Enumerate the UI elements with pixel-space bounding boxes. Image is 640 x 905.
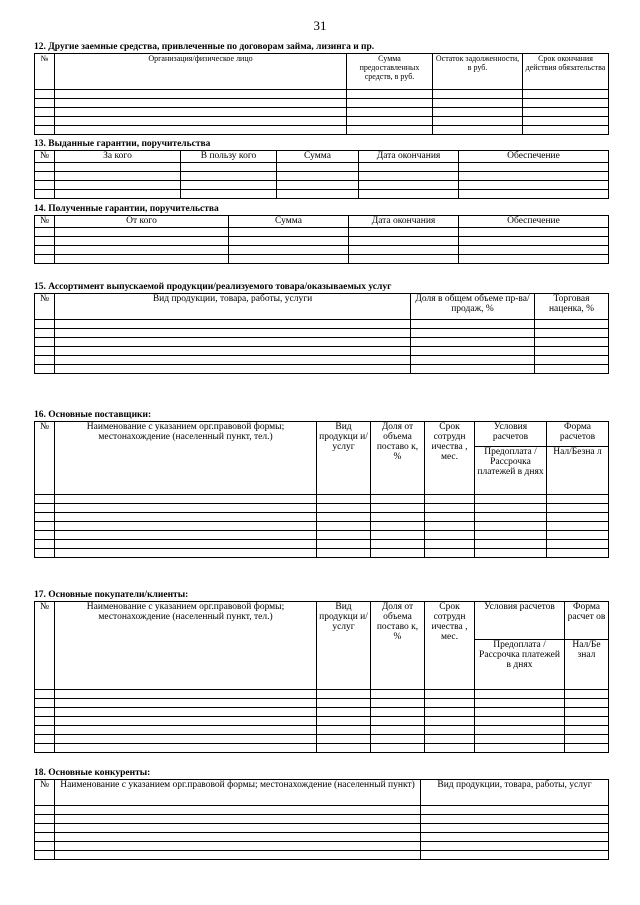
section-18-title: 18. Основные конкуренты: (34, 768, 151, 778)
suppliers-table (34, 421, 609, 558)
customers-table (34, 601, 609, 753)
col-number: № (35, 422, 55, 495)
col-payment-form: Форма расчет ов (565, 602, 609, 640)
table-row (35, 181, 609, 190)
table-row (35, 824, 609, 833)
assortment-table (34, 293, 609, 374)
table-row (35, 851, 609, 860)
received-guarantees-table (34, 215, 609, 264)
table-row (35, 726, 609, 735)
col-number: № (35, 294, 55, 320)
table-row (35, 255, 609, 264)
section-14-title: 14. Полученные гарантии, поручительства (34, 204, 219, 214)
col-collateral: Обеспечение (459, 151, 609, 163)
col-obligation-end: Срок окончания действия обязательства (523, 54, 609, 90)
col-prepayment-installment: Предоплата / Рассрочка платежей в днях (475, 640, 565, 690)
table-row (35, 815, 609, 824)
section-17-title: 17. Основные покупатели/клиенты: (34, 590, 189, 600)
col-sum: Сумма (229, 216, 349, 228)
col-number: № (35, 151, 55, 163)
table-row (35, 90, 609, 99)
col-remaining-debt: Остаток задолженности, в руб. (433, 54, 523, 90)
table-row (35, 190, 609, 199)
table-row (35, 163, 609, 172)
col-product-type: Вид продукции, товара, работы, услуг (421, 780, 609, 806)
col-name-location: Наименование с указанием орг.правовой формы; местонахождение (населенный пункт) (55, 780, 421, 806)
col-name-location: Наименование с указанием орг.правовой формы; местонахождение (населенный пункт, тел.) (55, 602, 317, 690)
section-17-customers (34, 590, 608, 753)
table-row (35, 347, 609, 356)
table-row (35, 806, 609, 815)
col-share: Доля от объема поставо к, % (371, 422, 425, 495)
col-payment-form: Форма расчетов (547, 422, 609, 447)
col-product-type: Вид продукции, товара, работы, услуги (55, 294, 411, 320)
section-13-title: 13. Выданные гарантии, поручительства (34, 139, 211, 149)
col-end-date: Дата окончания (359, 151, 459, 163)
issued-guarantees-table (34, 150, 609, 199)
col-number: № (35, 216, 55, 228)
table-row (35, 833, 609, 842)
col-share: Доля от объема поставо к, % (371, 602, 425, 690)
col-organization: Организация/физическое лицо (55, 54, 347, 90)
col-product-type: Вид продукци и/услуг (317, 602, 371, 690)
section-15-title: 15. Ассортимент выпускаемой продукции/реализуемого товара/оказываемых услуг (34, 282, 392, 292)
table-row (35, 320, 609, 329)
table-row (35, 842, 609, 851)
section-13-issued-guarantees (34, 139, 608, 199)
section-12-title: 12. Другие заемные средства, привлеченные по договорам займа, лизинга и пр. (34, 42, 375, 52)
table-row (35, 99, 609, 108)
col-cash-noncash: Нал/Безна л (547, 447, 609, 495)
borrowed-funds-table (34, 53, 609, 135)
col-in-favor-of: В пользу кого (181, 151, 277, 163)
table-row (35, 522, 609, 531)
table-row (35, 126, 609, 135)
table-row (35, 504, 609, 513)
table-row (35, 744, 609, 753)
table-row (35, 356, 609, 365)
col-number: № (35, 780, 55, 806)
table-row (35, 513, 609, 522)
table-row (35, 172, 609, 181)
col-end-date: Дата окончания (349, 216, 459, 228)
table-row (35, 540, 609, 549)
col-from-whom: От кого (55, 216, 229, 228)
col-number: № (35, 602, 55, 690)
table-row (35, 495, 609, 504)
col-cooperation-term: Срок сотрудн ичества , мес. (425, 602, 475, 690)
section-12-borrowed-funds (34, 42, 608, 135)
table-row (35, 699, 609, 708)
col-payment-terms: Условия расчетов (475, 602, 565, 640)
section-14-received-guarantees (34, 204, 608, 264)
page-number: 31 (313, 18, 327, 33)
section-16-suppliers (34, 410, 608, 558)
table-row (35, 690, 609, 699)
section-16-title: 16. Основные поставщики: (34, 410, 152, 420)
table-row (35, 117, 609, 126)
table-row (35, 338, 609, 347)
table-row (35, 549, 609, 558)
col-share-percent: Доля в общем объеме пр-ва/продаж, % (411, 294, 535, 320)
table-row (35, 228, 609, 237)
table-row (35, 237, 609, 246)
table-row (35, 531, 609, 540)
col-for-whom: За кого (55, 151, 181, 163)
table-row (35, 717, 609, 726)
col-collateral: Обеспечение (459, 216, 609, 228)
competitors-table (34, 779, 609, 860)
col-prepayment-installment: Предоплата / Рассрочка платежей в днях (475, 447, 547, 495)
table-row (35, 708, 609, 717)
col-markup-percent: Торговая наценка, % (535, 294, 609, 320)
table-row (35, 329, 609, 338)
table-row (35, 365, 609, 374)
col-product-type: Вид продукци и/услуг (317, 422, 371, 495)
table-row (35, 246, 609, 255)
col-number: № (35, 54, 55, 90)
table-row (35, 735, 609, 744)
col-payment-terms: Условия расчетов (475, 422, 547, 447)
section-18-competitors (34, 768, 608, 860)
table-row (35, 108, 609, 117)
col-amount-provided: Сумма предоставленных средств, в руб. (347, 54, 433, 90)
col-cash-noncash: Нал/Бе знал (565, 640, 609, 690)
section-15-assortment (34, 282, 608, 374)
col-name-location: Наименование с указанием орг.правовой формы; местонахождение (населенный пункт, тел.) (55, 422, 317, 495)
col-sum: Сумма (277, 151, 359, 163)
col-cooperation-term: Срок сотрудн ичества , мес. (425, 422, 475, 495)
